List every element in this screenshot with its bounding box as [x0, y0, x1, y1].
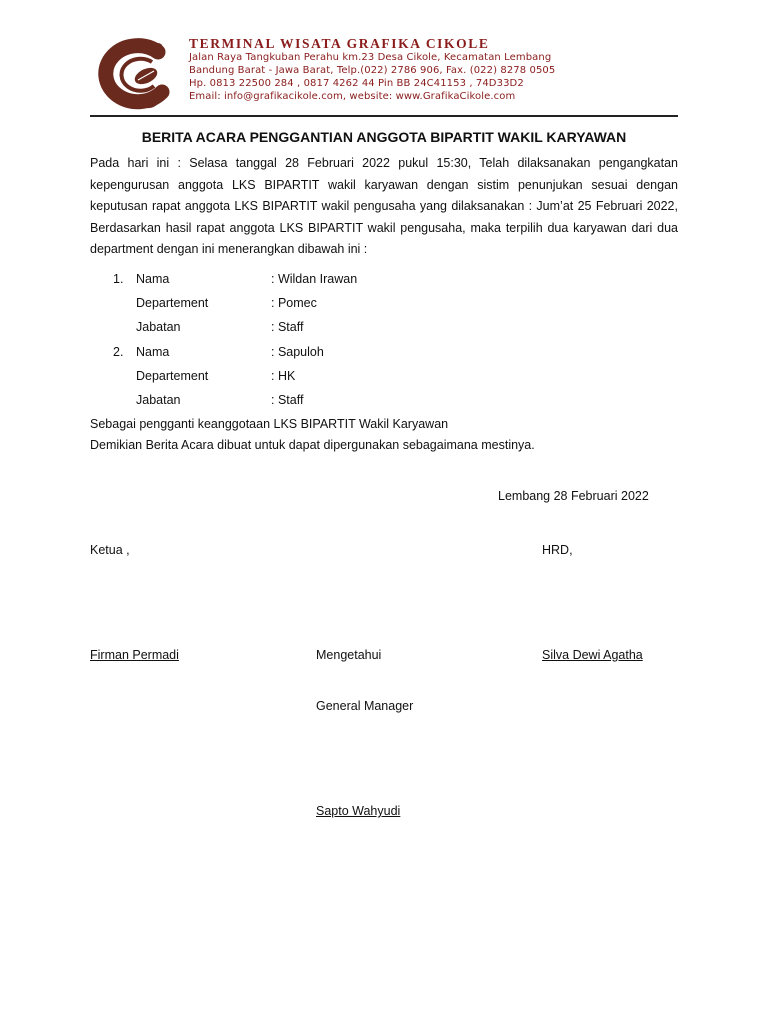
intro-paragraph: Pada hari ini : Selasa tanggal 28 Februari 2022 pukul 15:30, Telah dilaksanakan pengangkatan kepengurusan anggota LKS BIPARTIT wakil karyawan dengan sistim penunjukan sesuai dengan keputusan rapat anggota LKS BIPARTIT wakil pengusaha yang dilaksanakan : Jum’at 25 Februari 2022, Berdasarkan hasil rapat anggota LKS BIPARTIT wakil pengusaha, maka terpilih dua karyawan dari dua department dengan ini menerangkan dibawah ini :	[90, 156, 678, 256]
member-2-dept-value: : HK	[271, 369, 296, 383]
member-1-dept-label: Departement	[136, 296, 209, 310]
header-divider	[90, 115, 678, 117]
member-1-dept-value: : Pomec	[271, 296, 317, 310]
hrd-signature-name: Silva Dewi Agatha	[542, 648, 643, 662]
member-1-number: 1.	[113, 272, 124, 286]
general-manager-signature-name: Sapto Wahyudi	[316, 804, 401, 818]
closing-line-1: Sebagai pengganti keanggotaan LKS BIPARTIT Wakil Karyawan	[90, 417, 449, 431]
general-manager-role: General Manager	[316, 699, 414, 713]
member-1-name-value: : Wildan Irawan	[271, 272, 358, 286]
hrd-role: HRD,	[542, 543, 573, 557]
chairman-role: Ketua ,	[90, 543, 130, 557]
org-email-line: Email: info@grafikacikole.com, website: www.GrafikaCikole.com	[189, 91, 516, 102]
org-name: TERMINAL WISATA GRAFIKA CIKOLE	[189, 36, 490, 51]
org-address-line-2: Bandung Barat - Jawa Barat, Telp.(022) 2786 906, Fax. (022) 8278 0505	[189, 65, 556, 76]
member-2-position-value: : Staff	[271, 393, 304, 407]
member-1-position-value: : Staff	[271, 320, 304, 334]
org-phone-line: Hp. 0813 22500 284 , 0817 4262 44 Pin BB 24C41153 , 74D33D2	[189, 78, 524, 89]
member-2-position-label: Jabatan	[136, 393, 181, 407]
closing-line-2: Demikian Berita Acara dibuat untuk dapat dipergunakan sebagaimana mestinya.	[90, 438, 535, 452]
org-address-line-1: Jalan Raya Tangkuban Perahu km.23 Desa Cikole, Kecamatan Lembang	[189, 52, 552, 63]
grafika-cikole-logo-icon	[88, 38, 180, 110]
member-2-name-label: Nama	[136, 345, 170, 359]
chairman-signature-name: Firman Permadi	[90, 648, 179, 662]
member-1-name-label: Nama	[136, 272, 170, 286]
member-1-position-label: Jabatan	[136, 320, 181, 334]
member-2-dept-label: Departement	[136, 369, 209, 383]
member-2-number: 2.	[113, 345, 124, 359]
acknowledged-label: Mengetahui	[316, 648, 382, 662]
member-2-name-value: : Sapuloh	[271, 345, 324, 359]
document-title: BERITA ACARA PENGGANTIAN ANGGOTA BIPARTIT WAKIL KARYAWAN	[141, 129, 627, 145]
place-date: Lembang 28 Februari 2022	[498, 489, 649, 503]
